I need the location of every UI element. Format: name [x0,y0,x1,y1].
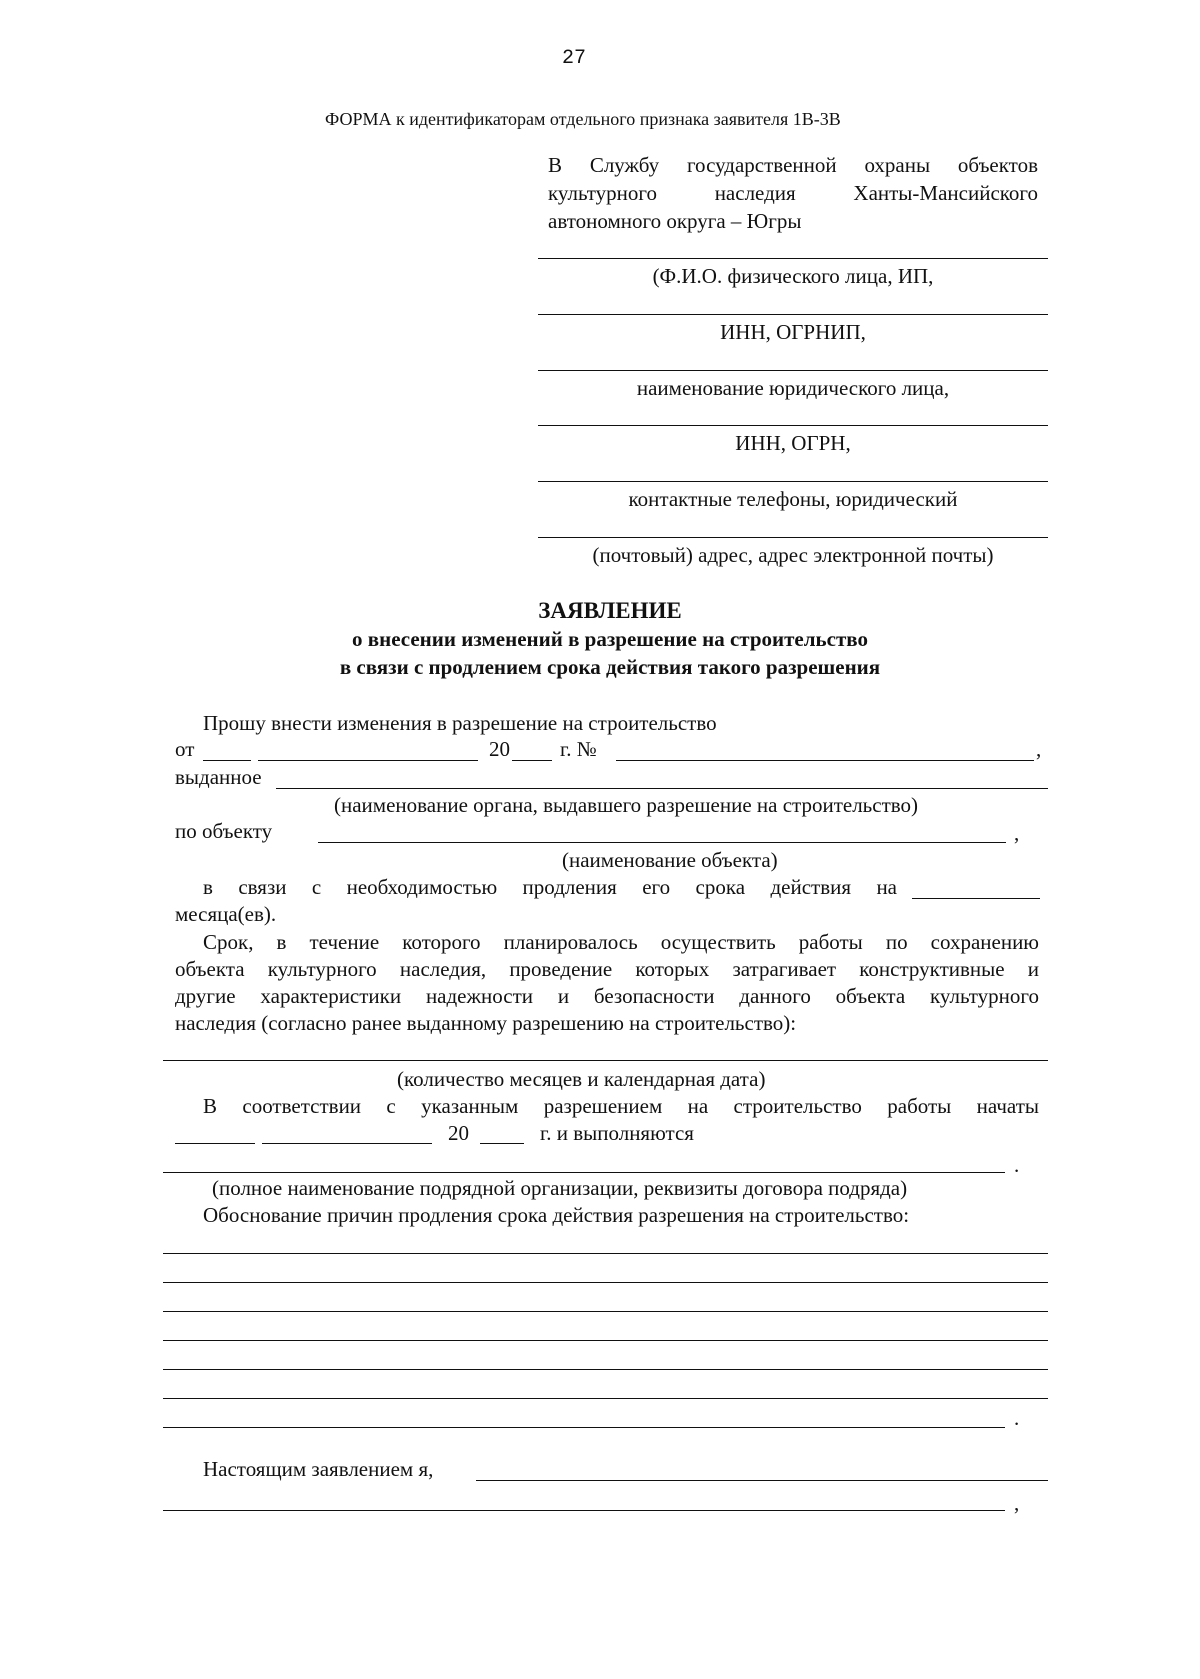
applicant-field-line-2[interactable] [538,314,1048,315]
applicant-hint-6: (почтовый) адрес, адрес электронной почты) [592,543,994,567]
justification-line-7[interactable] [163,1427,1005,1428]
from-label: от [175,737,195,761]
addressee-line-3: автономного округа – Югры [548,209,802,233]
term-hint: (количество месяцев и календарная дата) [397,1067,766,1091]
issued-label: выданное [175,765,262,789]
object-hint: (наименование объекта) [562,848,778,872]
started-text: В соответствии с указанным разрешением на строительство работы начаты [203,1094,1039,1118]
date-year-field[interactable] [512,760,552,761]
applicant-hint-4: ИНН, ОГРН, [735,431,851,455]
contractor-field[interactable] [163,1172,1005,1173]
justification-line-3[interactable] [163,1311,1048,1312]
document-title: ЗАЯВЛЕНИЕ [538,598,682,623]
justification-line-2[interactable] [163,1282,1048,1283]
permit-number-field[interactable] [616,760,1034,761]
contractor-hint: (полное наименование подрядной организации, реквизиты договора подряда) [212,1176,908,1200]
performed-text: г. и выполняются [540,1121,694,1145]
term-text-4: наследия (согласно ранее выданному разрешению на строительство): [175,1011,797,1035]
year-prefix: 20 [489,737,510,761]
term-text-3: другие характеристики надежности и безопасности данного объекта культурного [175,984,1039,1008]
request-text: Прошу внести изменения в разрешение на строительство [203,711,717,735]
issued-hint: (наименование органа, выдавшего разрешение на строительство) [334,793,919,817]
period-1: . [1014,1153,1020,1177]
comma-1: , [1036,737,1042,761]
issued-by-field[interactable] [276,788,1048,789]
justification-line-1[interactable] [163,1253,1048,1254]
comma-3: , [1014,1491,1020,1515]
addressee-line-2: культурного наследия Ханты-Мансийского [548,181,1038,205]
page-number: 27 [562,47,587,70]
start-month-field[interactable] [262,1143,432,1144]
justification-line-4[interactable] [163,1340,1048,1341]
applicant-field-line-1[interactable] [538,258,1048,259]
applicant-field-line-3[interactable] [538,370,1048,371]
period-2: . [1014,1406,1020,1430]
applicant-hint-5: контактные телефоны, юридический [628,487,958,511]
declaration-text: Настоящим заявлением я, [203,1457,434,1481]
term-text-1: Срок, в течение которого планировалось осуществить работы по сохранению [203,930,1039,954]
declarant-continued-field[interactable] [163,1510,1005,1511]
object-field[interactable] [318,842,1006,843]
term-text-2: объекта культурного наследия, проведение которых затрагивает конструктивные и [175,957,1039,981]
start-year-prefix: 20 [448,1121,469,1145]
addressee-line-1: В Службу государственной охраны объектов [548,153,1038,177]
applicant-hint-3: наименование юридического лица, [636,376,950,400]
form-header: ФОРМА к идентификаторам отдельного признака заявителя 1В-3В [325,109,841,129]
comma-2: , [1014,821,1020,845]
applicant-hint-2: ИНН, ОГРНИП, [720,320,866,344]
start-year-field[interactable] [480,1143,524,1144]
justification-line-6[interactable] [163,1398,1048,1399]
document-subtitle-1: о внесении изменений в разрешение на строительство [352,627,868,651]
object-label: по объекту [175,819,273,843]
date-day-field[interactable] [203,760,251,761]
applicant-field-line-4[interactable] [538,425,1048,426]
applicant-field-line-6[interactable] [538,537,1048,538]
date-month-field[interactable] [258,760,478,761]
start-day-field[interactable] [175,1143,255,1144]
extension-text: в связи с необходимостью продления его срока действия на [203,875,897,899]
document-subtitle-2: в связи с продлением срока действия такого разрешения [339,655,881,679]
term-field[interactable] [163,1060,1048,1061]
justification-text: Обоснование причин продления срока действия разрешения на строительство: [203,1203,910,1227]
justification-line-5[interactable] [163,1369,1048,1370]
months-label: месяца(ев). [175,902,277,926]
applicant-hint-1: (Ф.И.О. физического лица, ИП, [652,264,934,288]
extension-months-field[interactable] [912,898,1040,899]
declarant-name-field[interactable] [476,1480,1048,1481]
applicant-field-line-5[interactable] [538,481,1048,482]
g-number-label: г. № [560,737,597,761]
